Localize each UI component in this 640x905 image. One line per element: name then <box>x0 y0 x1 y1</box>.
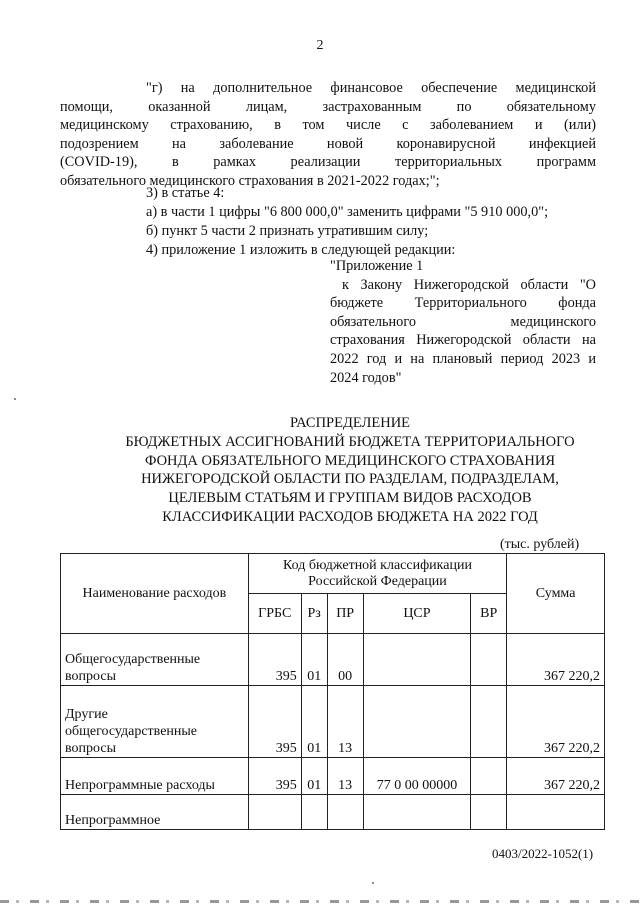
appendix-line: 2024 годов" <box>330 369 402 386</box>
row-csr <box>363 795 471 830</box>
row-rz: 01 <box>301 634 327 686</box>
row-csr: 77 0 00 00000 <box>363 758 471 795</box>
paragraph-line: "г) на дополнительное финансовое обеспечение медицинской <box>146 80 596 96</box>
row-vr <box>471 758 507 795</box>
table-row <box>61 686 605 758</box>
header-pr: ПР <box>327 594 363 634</box>
row-grbs <box>248 795 301 830</box>
row-pr: 13 <box>327 758 363 795</box>
row-rz: 01 <box>301 758 327 795</box>
budget-table <box>60 553 605 830</box>
row-name <box>61 795 249 830</box>
title-line: НИЖЕГОРОДСКОЙ ОБЛАСТИ ПО РАЗДЕЛАМ, ПОДРАЗДЕЛАМ, <box>141 471 559 488</box>
row-name-line: Другие <box>65 707 108 722</box>
appendix-note <box>330 257 596 387</box>
header-name: Наименование расходов <box>61 554 249 634</box>
paragraph-g <box>60 79 596 191</box>
row-name-line: Общегосударственные <box>65 652 201 667</box>
header-vr: ВР <box>471 594 507 634</box>
appendix-line: "Приложение 1 <box>330 258 424 274</box>
header-code-group <box>248 554 506 594</box>
document-title <box>60 414 640 527</box>
row-sum: 367 220,2 <box>507 686 605 758</box>
appendix-line: 2022 год и на плановый период 2023 и <box>330 350 596 367</box>
appendix-line: обязательного медицинского <box>330 313 596 330</box>
row-name <box>61 634 249 686</box>
row-sum <box>507 795 605 830</box>
table-row <box>61 634 605 686</box>
table-row <box>61 758 605 795</box>
row-pr: 13 <box>327 686 363 758</box>
header-sum: Сумма <box>507 554 605 634</box>
page-number: 2 <box>316 38 324 53</box>
row-csr <box>363 634 471 686</box>
row-name-line: Непрограммные расходы <box>65 778 215 793</box>
header-csr: ЦСР <box>363 594 471 634</box>
row-name-line: Непрограммное <box>65 813 161 828</box>
table-row <box>61 795 605 830</box>
row-grbs: 395 <box>248 686 301 758</box>
paragraph-line: медицинскому страхованию, в том числе с заболеванием и (или) <box>60 117 596 134</box>
title-line: РАСПРЕДЕЛЕНИЕ <box>289 415 411 431</box>
header-code-line: Российской Федерации <box>308 573 447 589</box>
appendix-line: бюджете Территориального фонда <box>330 295 596 312</box>
scan-speck <box>372 882 374 884</box>
row-grbs: 395 <box>248 634 301 686</box>
paragraph-line: подозрением на заболевание новой коронавирусной инфекцией <box>60 135 596 152</box>
paragraph-line: помощи, оказанной лицам, застрахованным по обязательному <box>60 98 596 115</box>
row-name-line: вопросы <box>65 741 116 756</box>
paragraph-line: обязательного медицинского страхования в 2021-2022 годах;"; <box>60 172 440 189</box>
appendix-line: страхования Нижегородской области на <box>330 332 596 349</box>
row-rz: 01 <box>301 686 327 758</box>
scan-artifact <box>0 900 640 903</box>
title-line: ЦЕЛЕВЫМ СТАТЬЯМ И ГРУППАМ ВИДОВ РАСХОДОВ <box>168 490 532 507</box>
row-pr: 00 <box>327 634 363 686</box>
title-line: КЛАССИФИКАЦИИ РАСХОДОВ БЮДЖЕТА НА 2022 ГОД <box>162 508 538 525</box>
list-item: б) пункт 5 части 2 признать утратившим силу; <box>146 223 429 239</box>
document-id: 0403/2022-1052(1) <box>492 846 594 861</box>
row-pr <box>327 795 363 830</box>
row-vr <box>471 686 507 758</box>
header-rz: Рз <box>301 594 327 634</box>
row-name <box>61 758 249 795</box>
list-item: 4) приложение 1 изложить в следующей редакции: <box>146 242 456 258</box>
row-sum: 367 220,2 <box>507 758 605 795</box>
row-vr <box>471 795 507 830</box>
row-csr <box>363 686 471 758</box>
scan-speck <box>14 398 16 400</box>
row-vr <box>471 634 507 686</box>
row-sum: 367 220,2 <box>507 634 605 686</box>
row-name-line: вопросы <box>65 669 116 684</box>
row-grbs: 395 <box>248 758 301 795</box>
title-line: БЮДЖЕТНЫХ АССИГНОВАНИЙ БЮДЖЕТА ТЕРРИТОРИАЛЬНОГО <box>125 433 575 450</box>
units-label: (тыс. рублей) <box>500 537 580 552</box>
paragraph-line: (COVID-19), в рамках реализации территориальных программ <box>60 154 596 171</box>
header-grbs: ГРБС <box>248 594 301 634</box>
list-item: а) в части 1 цифры "6 800 000,0" заменить цифрами "5 910 000,0"; <box>146 204 549 220</box>
row-rz <box>301 795 327 830</box>
title-line: ФОНДА ОБЯЗАТЕЛЬНОГО МЕДИЦИНСКОГО СТРАХОВАНИЯ <box>144 452 556 469</box>
appendix-line: к Закону Нижегородской области "О <box>342 276 596 293</box>
row-name <box>61 686 249 758</box>
row-name-line: общегосударственные <box>65 724 198 739</box>
list-item: 3) в статье 4: <box>146 185 225 201</box>
header-code-line: Код бюджетной классификации <box>283 557 472 573</box>
